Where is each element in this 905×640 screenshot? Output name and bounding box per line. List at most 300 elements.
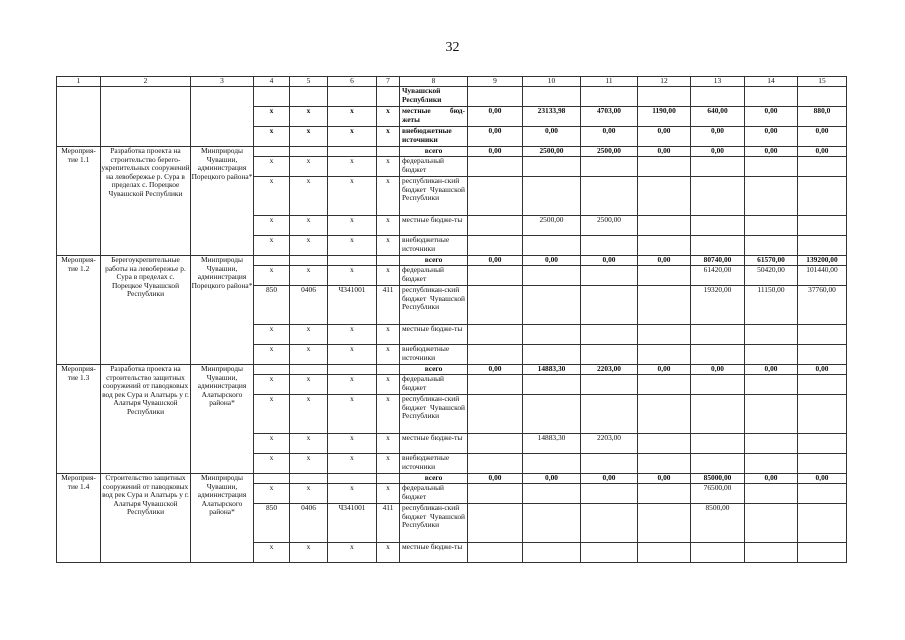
code-cell: x: [377, 157, 400, 177]
funding-source-cell: всего: [400, 365, 468, 375]
amount-cell: [745, 87, 798, 107]
amount-cell: [581, 454, 638, 474]
column-number: 15: [798, 77, 847, 87]
measure-name-cell: [57, 87, 101, 147]
code-cell: x: [328, 266, 377, 286]
total-amount-cell: 0,00: [581, 474, 638, 484]
amount-cell: 14883,30: [523, 434, 581, 454]
amount-cell: [745, 375, 798, 395]
amount-cell: [581, 266, 638, 286]
amount-cell: [468, 325, 523, 345]
funding-source-cell: внебюджетные источники: [400, 345, 468, 365]
amount-cell: [581, 543, 638, 563]
measure-executor: Минприроды Чувашии, администрация Порецкого района*: [191, 256, 254, 365]
total-amount-cell: 0,00: [638, 256, 691, 266]
amount-cell: [745, 484, 798, 504]
code-cell: x: [290, 266, 328, 286]
measure-name: Мероприя-тие 1.1: [57, 147, 101, 256]
code-cell: [290, 256, 328, 266]
total-amount-cell: 0,00: [468, 365, 523, 375]
amount-cell: [523, 504, 581, 543]
amount-cell: 2500,00: [523, 216, 581, 236]
amount-cell: 0,00: [468, 127, 523, 147]
amount-cell: [691, 87, 745, 107]
code-cell: x: [254, 216, 290, 236]
measure-executor: Минприроды Чувашии, администрация Алатырского района*: [191, 474, 254, 563]
code-cell: [254, 365, 290, 375]
page-number: 32: [445, 40, 460, 55]
funding-source-cell: республикан-ский бюджет Чувашской Республики: [400, 177, 468, 216]
total-amount-cell: 0,00: [523, 474, 581, 484]
amount-cell: 50420,00: [745, 266, 798, 286]
measure-total-row: [57, 474, 847, 484]
code-cell: x: [328, 107, 377, 127]
code-cell: [290, 365, 328, 375]
column-number: 3: [191, 77, 254, 87]
funding-source-cell: всего: [400, 147, 468, 157]
code-cell: x: [377, 127, 400, 147]
funding-source-cell: Чувашской Республики: [400, 87, 468, 107]
amount-cell: [468, 286, 523, 325]
code-cell: x: [328, 216, 377, 236]
total-amount-cell: 0,00: [691, 365, 745, 375]
amount-cell: [523, 395, 581, 434]
total-amount-cell: 0,00: [638, 147, 691, 157]
amount-cell: [798, 157, 847, 177]
code-cell: [377, 147, 400, 157]
amount-cell: 640,00: [691, 107, 745, 127]
funding-source-cell: республикан-ский бюджет Чувашской Республики: [400, 504, 468, 543]
total-amount-cell: 2203,00: [581, 365, 638, 375]
amount-cell: [468, 266, 523, 286]
code-cell: x: [328, 345, 377, 365]
code-cell: [377, 87, 400, 107]
code-cell: x: [377, 266, 400, 286]
code-cell: x: [377, 434, 400, 454]
funding-source-cell: федеральный бюджет: [400, 375, 468, 395]
funding-source-cell: местные бюдже-ты: [400, 434, 468, 454]
amount-cell: 0,00: [468, 107, 523, 127]
amount-cell: [638, 345, 691, 365]
amount-cell: [581, 177, 638, 216]
code-cell: x: [377, 107, 400, 127]
amount-cell: [468, 216, 523, 236]
amount-cell: [745, 216, 798, 236]
code-cell: [254, 87, 290, 107]
amount-cell: [798, 454, 847, 474]
amount-cell: 37760,00: [798, 286, 847, 325]
amount-cell: [523, 484, 581, 504]
amount-cell: [745, 345, 798, 365]
total-amount-cell: 61570,00: [745, 256, 798, 266]
amount-cell: [523, 543, 581, 563]
column-number: 10: [523, 77, 581, 87]
code-cell: x: [328, 236, 377, 256]
code-cell: [328, 256, 377, 266]
budget-table: [56, 76, 847, 563]
total-amount-cell: 0,00: [745, 147, 798, 157]
code-cell: x: [377, 375, 400, 395]
code-cell: x: [328, 157, 377, 177]
code-cell: [377, 365, 400, 375]
amount-cell: [745, 504, 798, 543]
code-cell: x: [328, 177, 377, 216]
measure-total-row: [57, 147, 847, 157]
measure-executor: Минприроды Чувашии, администрация Порецкого района*: [191, 147, 254, 256]
amount-cell: 880,0: [798, 107, 847, 127]
column-number: 2: [101, 77, 191, 87]
code-cell: [377, 256, 400, 266]
amount-cell: [638, 87, 691, 107]
amount-cell: [691, 395, 745, 434]
total-amount-cell: 139200,00: [798, 256, 847, 266]
column-number: 13: [691, 77, 745, 87]
amount-cell: [798, 375, 847, 395]
code-cell: [290, 147, 328, 157]
total-amount-cell: 14883,30: [523, 365, 581, 375]
measure-total-row: [57, 256, 847, 266]
column-number: 8: [400, 77, 468, 87]
funding-source-cell: местные бюдже-ты: [400, 543, 468, 563]
amount-cell: [745, 325, 798, 345]
amount-cell: 2500,00: [581, 216, 638, 236]
code-cell: x: [290, 434, 328, 454]
amount-cell: [581, 325, 638, 345]
code-cell: x: [328, 484, 377, 504]
column-number: 11: [581, 77, 638, 87]
code-cell: x: [290, 216, 328, 236]
measure-executor: Минприроды Чувашии, администрация Алатырского района*: [191, 365, 254, 474]
amount-cell: [468, 543, 523, 563]
amount-cell: [638, 216, 691, 236]
column-number: 5: [290, 77, 328, 87]
code-cell: x: [377, 454, 400, 474]
code-cell: [328, 474, 377, 484]
amount-cell: [581, 157, 638, 177]
amount-cell: [638, 177, 691, 216]
amount-cell: [638, 157, 691, 177]
amount-cell: [581, 375, 638, 395]
code-cell: x: [377, 236, 400, 256]
amount-cell: [745, 157, 798, 177]
code-cell: x: [290, 395, 328, 434]
amount-cell: [581, 87, 638, 107]
funding-source-cell: федеральный бюджет: [400, 266, 468, 286]
code-cell: 850: [254, 286, 290, 325]
measure-description: Разработка проекта на строительство берего-укрепительных сооружений на левобережье р. Сура в пределах с. Порецкое Чувашской Республики: [101, 147, 191, 256]
amount-cell: [745, 236, 798, 256]
code-cell: x: [377, 345, 400, 365]
code-cell: 411: [377, 286, 400, 325]
funding-source-cell: всего: [400, 256, 468, 266]
amount-cell: [691, 345, 745, 365]
funding-source-cell: федеральный бюджет: [400, 157, 468, 177]
total-amount-cell: 0,00: [638, 365, 691, 375]
amount-cell: [581, 286, 638, 325]
amount-cell: [468, 177, 523, 216]
amount-cell: [638, 434, 691, 454]
code-cell: x: [290, 177, 328, 216]
total-amount-cell: 0,00: [468, 474, 523, 484]
amount-cell: 1190,00: [638, 107, 691, 127]
code-cell: x: [290, 454, 328, 474]
amount-cell: [523, 454, 581, 474]
funding-source-cell: внебюджетные источники: [400, 236, 468, 256]
code-cell: x: [254, 434, 290, 454]
code-cell: x: [328, 543, 377, 563]
code-cell: [290, 474, 328, 484]
measure-name: Мероприя-тие 1.4: [57, 474, 101, 563]
column-number: 7: [377, 77, 400, 87]
code-cell: Ч341001: [328, 504, 377, 543]
amount-cell: [523, 286, 581, 325]
amount-cell: [638, 395, 691, 434]
total-amount-cell: 0,00: [798, 365, 847, 375]
amount-cell: [523, 325, 581, 345]
amount-cell: [798, 395, 847, 434]
amount-cell: [581, 504, 638, 543]
amount-cell: [798, 87, 847, 107]
amount-cell: [798, 216, 847, 236]
code-cell: x: [328, 454, 377, 474]
amount-cell: [523, 87, 581, 107]
measure-name: Мероприя-тие 1.2: [57, 256, 101, 365]
amount-cell: 0,00: [581, 127, 638, 147]
amount-cell: 0,00: [745, 127, 798, 147]
amount-cell: [468, 395, 523, 434]
amount-cell: [691, 454, 745, 474]
total-amount-cell: 0,00: [468, 256, 523, 266]
amount-cell: [691, 157, 745, 177]
amount-cell: [745, 434, 798, 454]
measure-description: Берегоукрепительные работы на левобережье р. Сура в пределах с. Порецкое Чувашской Республики: [101, 256, 191, 365]
funding-source-cell: республикан-ский бюджет Чувашской Республики: [400, 286, 468, 325]
column-number: 6: [328, 77, 377, 87]
column-number: 9: [468, 77, 523, 87]
column-number: 4: [254, 77, 290, 87]
amount-cell: [691, 325, 745, 345]
amount-cell: [468, 484, 523, 504]
funding-source-cell: местные бюд-жеты: [400, 107, 468, 127]
amount-cell: [523, 345, 581, 365]
amount-cell: 8500,00: [691, 504, 745, 543]
amount-cell: [581, 395, 638, 434]
amount-cell: [691, 177, 745, 216]
column-number: 14: [745, 77, 798, 87]
amount-cell: [581, 345, 638, 365]
code-cell: x: [328, 395, 377, 434]
amount-cell: [638, 236, 691, 256]
measure-description: Строительство защитных сооружений от паводковых вод рек Сура и Алатырь у г. Алатыря Чувашской Республики: [101, 474, 191, 563]
amount-cell: [798, 504, 847, 543]
measure-description: Разработка проекта на строительство защитных сооружений от паводковых вод рек Сура и Алатырь у г. Алатыря Чувашской Республики: [101, 365, 191, 474]
amount-cell: 0,00: [798, 127, 847, 147]
code-cell: x: [254, 236, 290, 256]
amount-cell: [523, 375, 581, 395]
total-amount-cell: 80740,00: [691, 256, 745, 266]
code-cell: 411: [377, 504, 400, 543]
code-cell: x: [254, 127, 290, 147]
amount-cell: 0,00: [638, 127, 691, 147]
measure-name: Мероприя-тие 1.3: [57, 365, 101, 474]
amount-cell: [745, 177, 798, 216]
code-cell: x: [290, 484, 328, 504]
table-row: [57, 87, 847, 107]
code-cell: [328, 147, 377, 157]
code-cell: x: [328, 375, 377, 395]
amount-cell: [798, 236, 847, 256]
amount-cell: [691, 216, 745, 236]
amount-cell: [691, 236, 745, 256]
code-cell: [254, 147, 290, 157]
code-cell: [377, 474, 400, 484]
code-cell: x: [290, 345, 328, 365]
code-cell: Ч341001: [328, 286, 377, 325]
amount-cell: [638, 286, 691, 325]
amount-cell: [468, 236, 523, 256]
code-cell: x: [254, 484, 290, 504]
amount-cell: [638, 484, 691, 504]
code-cell: x: [254, 345, 290, 365]
amount-cell: [798, 325, 847, 345]
code-cell: x: [290, 543, 328, 563]
amount-cell: 11150,00: [745, 286, 798, 325]
amount-cell: [523, 157, 581, 177]
funding-source-cell: местные бюдже-ты: [400, 216, 468, 236]
column-number-row: [57, 77, 847, 87]
total-amount-cell: 0,00: [798, 474, 847, 484]
code-cell: x: [254, 543, 290, 563]
amount-cell: [745, 395, 798, 434]
code-cell: x: [377, 325, 400, 345]
amount-cell: [745, 543, 798, 563]
funding-source-cell: всего: [400, 474, 468, 484]
funding-source-cell: федеральный бюджет: [400, 484, 468, 504]
amount-cell: [523, 177, 581, 216]
amount-cell: 61420,00: [691, 266, 745, 286]
code-cell: x: [377, 484, 400, 504]
column-number: 12: [638, 77, 691, 87]
code-cell: x: [290, 236, 328, 256]
total-amount-cell: 0,00: [581, 256, 638, 266]
code-cell: x: [328, 434, 377, 454]
code-cell: x: [377, 395, 400, 434]
funding-source-cell: внебюджетные источники: [400, 454, 468, 474]
amount-cell: 2203,00: [581, 434, 638, 454]
total-amount-cell: 2500,00: [581, 147, 638, 157]
amount-cell: [468, 454, 523, 474]
amount-cell: [798, 484, 847, 504]
measure-description-cell: [101, 87, 191, 147]
amount-cell: 4703,00: [581, 107, 638, 127]
code-cell: x: [328, 325, 377, 345]
code-cell: x: [290, 375, 328, 395]
code-cell: [328, 365, 377, 375]
amount-cell: [798, 434, 847, 454]
amount-cell: [798, 345, 847, 365]
amount-cell: 19320,00: [691, 286, 745, 325]
funding-source-cell: местные бюдже-ты: [400, 325, 468, 345]
code-cell: x: [290, 127, 328, 147]
code-cell: x: [254, 454, 290, 474]
amount-cell: [691, 434, 745, 454]
code-cell: x: [254, 266, 290, 286]
amount-cell: [468, 157, 523, 177]
amount-cell: 76500,00: [691, 484, 745, 504]
code-cell: x: [377, 543, 400, 563]
amount-cell: [638, 504, 691, 543]
amount-cell: [691, 543, 745, 563]
code-cell: 0406: [290, 286, 328, 325]
code-cell: x: [290, 107, 328, 127]
code-cell: x: [328, 127, 377, 147]
amount-cell: [468, 434, 523, 454]
code-cell: x: [254, 107, 290, 127]
amount-cell: 0,00: [745, 107, 798, 127]
amount-cell: [798, 543, 847, 563]
measure-total-row: [57, 365, 847, 375]
amount-cell: [691, 375, 745, 395]
code-cell: 850: [254, 504, 290, 543]
code-cell: [254, 256, 290, 266]
total-amount-cell: 0,00: [468, 147, 523, 157]
code-cell: x: [254, 375, 290, 395]
total-amount-cell: 0,00: [691, 147, 745, 157]
code-cell: x: [290, 325, 328, 345]
total-amount-cell: 0,00: [745, 474, 798, 484]
total-amount-cell: 0,00: [745, 365, 798, 375]
amount-cell: 0,00: [691, 127, 745, 147]
amount-cell: [468, 87, 523, 107]
code-cell: x: [254, 177, 290, 216]
amount-cell: [468, 375, 523, 395]
funding-source-cell: республикан-ский бюджет Чувашской Республики: [400, 395, 468, 434]
amount-cell: [638, 325, 691, 345]
amount-cell: 23133,98: [523, 107, 581, 127]
code-cell: x: [254, 395, 290, 434]
amount-cell: [638, 266, 691, 286]
column-number: 1: [57, 77, 101, 87]
executor-cell: [191, 87, 254, 147]
amount-cell: [638, 375, 691, 395]
amount-cell: [798, 177, 847, 216]
total-amount-cell: 0,00: [798, 147, 847, 157]
total-amount-cell: 85000,00: [691, 474, 745, 484]
code-cell: x: [290, 157, 328, 177]
total-amount-cell: 0,00: [638, 474, 691, 484]
total-amount-cell: 2500,00: [523, 147, 581, 157]
code-cell: [290, 87, 328, 107]
amount-cell: [468, 504, 523, 543]
amount-cell: 0,00: [523, 127, 581, 147]
code-cell: [254, 474, 290, 484]
funding-source-cell: внебюджетные источники: [400, 127, 468, 147]
amount-cell: [638, 543, 691, 563]
code-cell: x: [254, 157, 290, 177]
amount-cell: [523, 236, 581, 256]
code-cell: x: [254, 325, 290, 345]
amount-cell: [745, 454, 798, 474]
code-cell: x: [377, 216, 400, 236]
amount-cell: [581, 236, 638, 256]
amount-cell: 101440,00: [798, 266, 847, 286]
amount-cell: [468, 345, 523, 365]
amount-cell: [523, 266, 581, 286]
amount-cell: [581, 484, 638, 504]
code-cell: x: [377, 177, 400, 216]
amount-cell: [638, 454, 691, 474]
total-amount-cell: 0,00: [523, 256, 581, 266]
